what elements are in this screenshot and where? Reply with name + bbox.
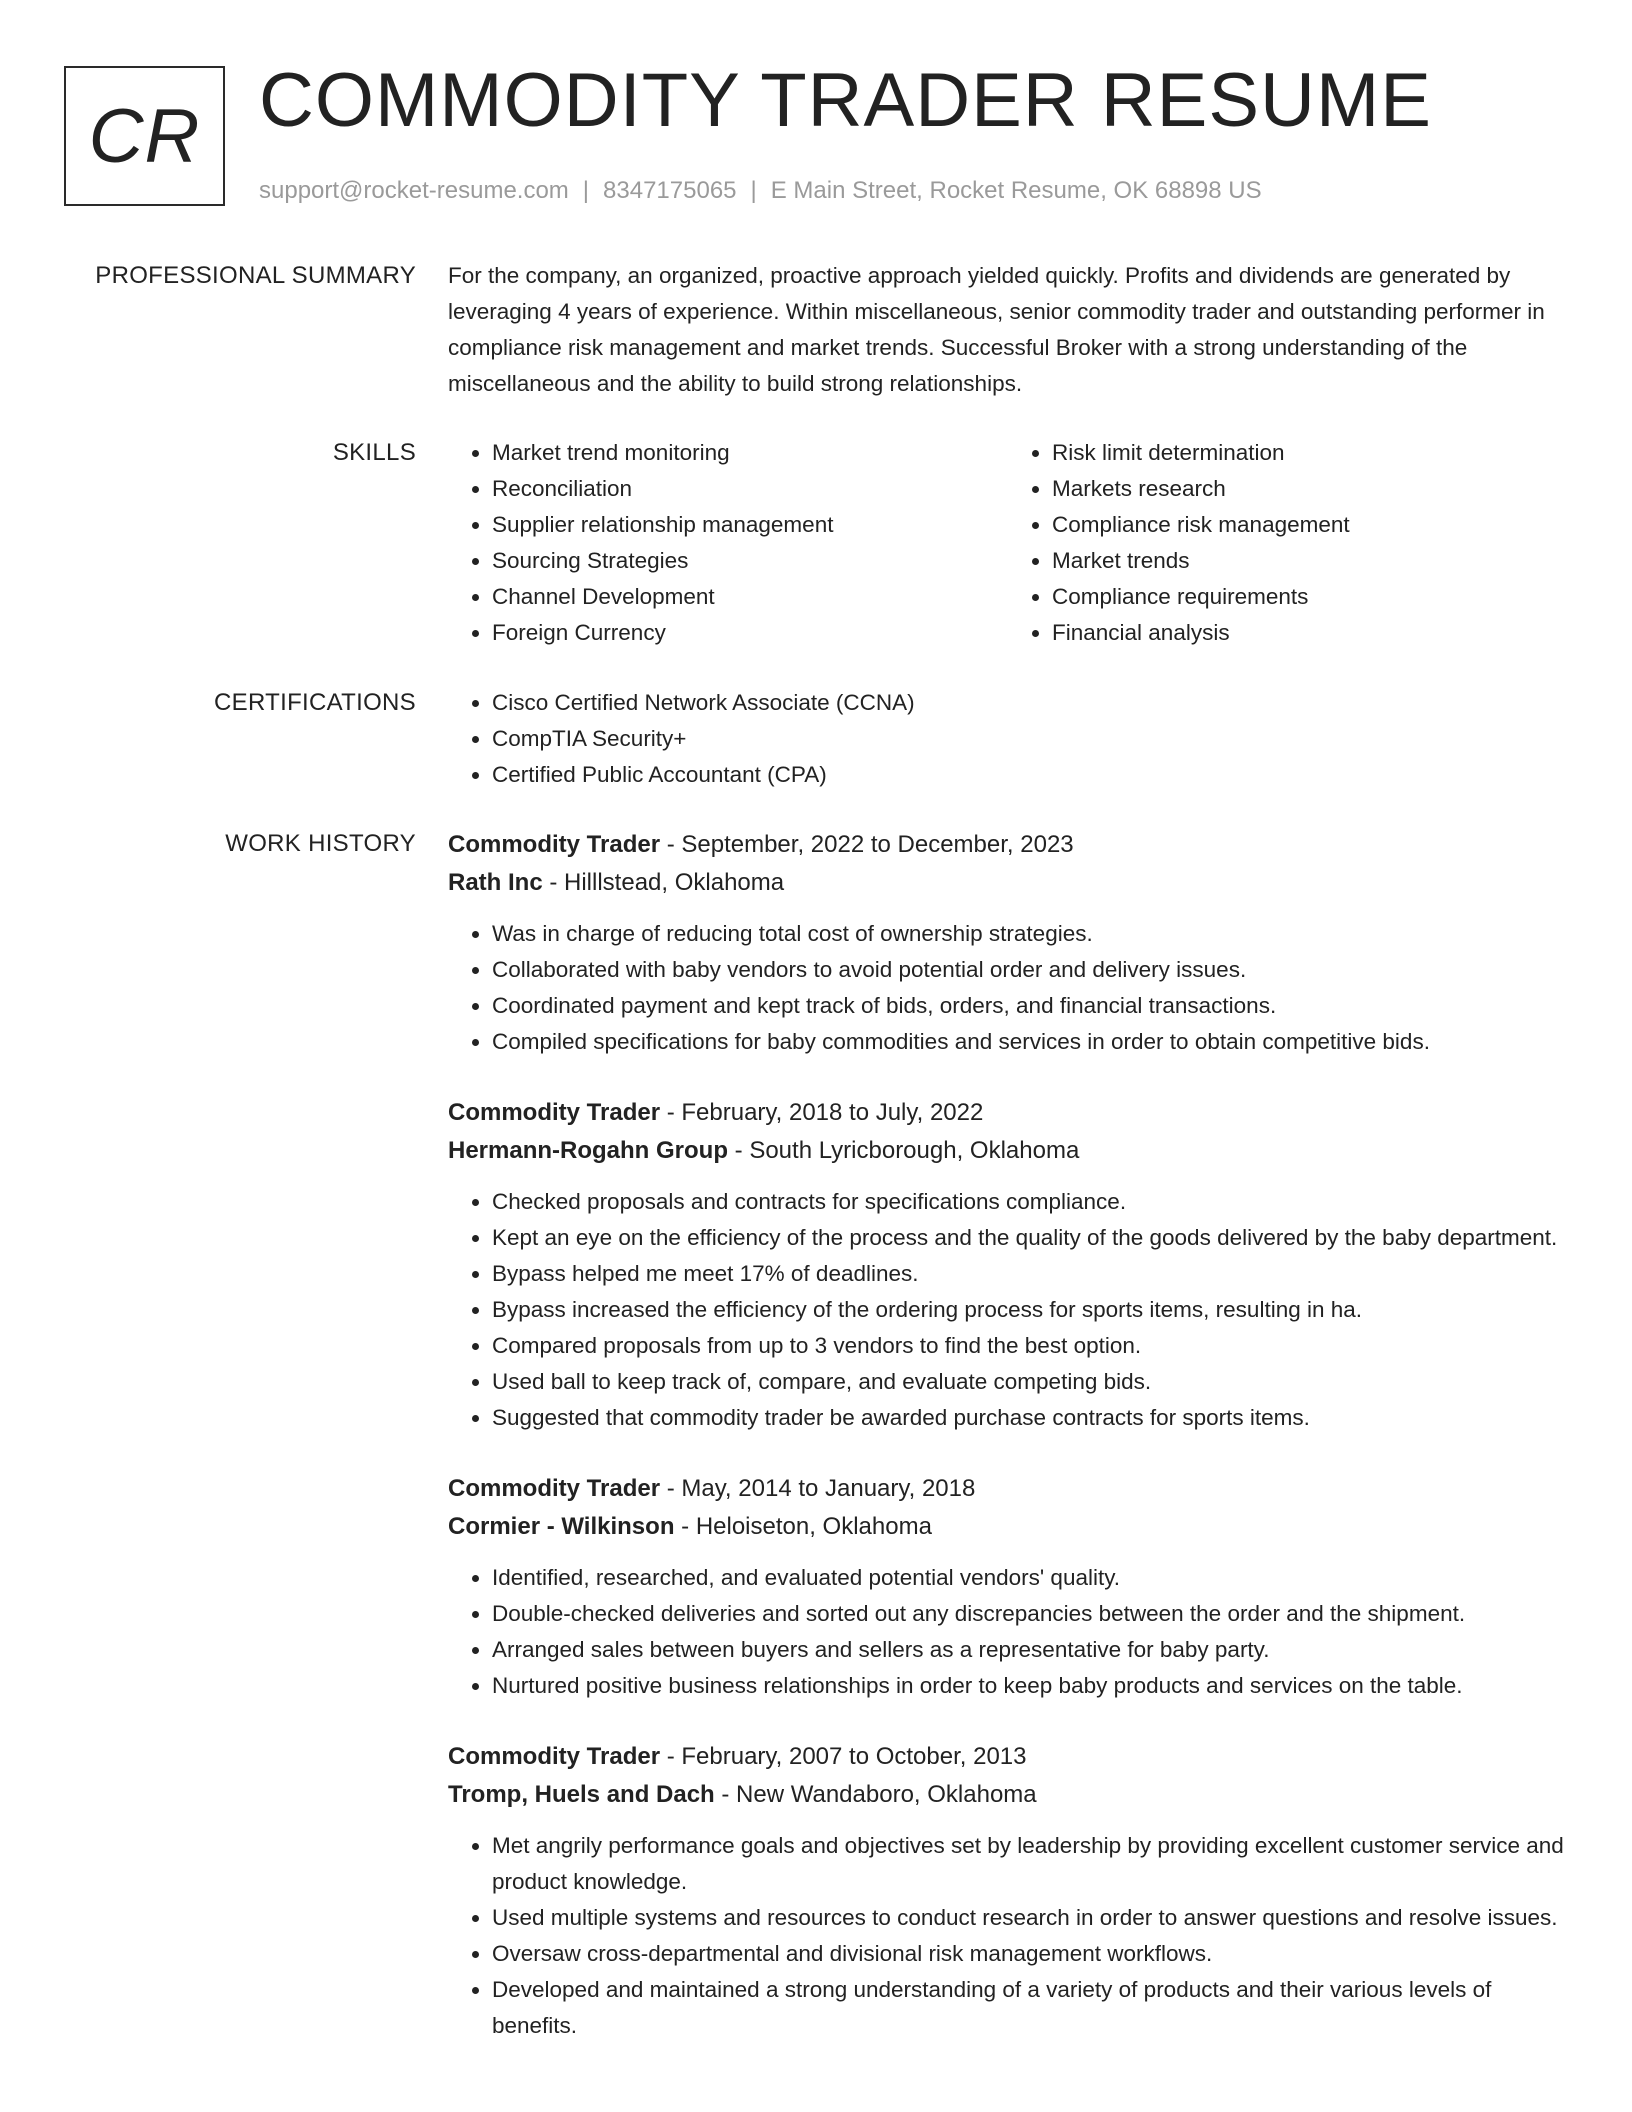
job-title: Commodity Trader [448, 1743, 661, 1770]
job-bullets [448, 1560, 1568, 1704]
contact-separator: | [582, 177, 590, 204]
skill-item: • Reconciliation [492, 471, 1008, 507]
job-bullet: • Arranged sales between buyers and sellers as a representative for baby party. [492, 1632, 1568, 1668]
skill-item: • Compliance risk management [1052, 507, 1568, 543]
job-bullet: • Checked proposals and contracts for specifications compliance. [492, 1184, 1568, 1220]
job-company: Rath Inc [448, 869, 543, 896]
monogram-initials: CR [88, 93, 201, 179]
certification-item: • Cisco Certified Network Associate (CCNA) [492, 685, 1568, 721]
contact-email[interactable]: support@rocket-resume.com [259, 177, 569, 204]
job-location: - New Wandaboro, Oklahoma [714, 1781, 1037, 1808]
job-bullet: • Coordinated payment and kept track of bids, orders, and financial transactions. [492, 988, 1568, 1024]
skill-item: • Risk limit determination [1052, 435, 1568, 471]
monogram-box [64, 66, 225, 206]
certifications-heading: CERTIFICATIONS [214, 689, 416, 716]
job-bullet: • Compiled specifications for baby commodities and services in order to obtain competitive bids. [492, 1024, 1568, 1060]
job-bullet: • Oversaw cross-departmental and divisional risk management workflows. [492, 1936, 1568, 1972]
job-location: - Heloiseton, Oklahoma [674, 1513, 932, 1540]
job-company-line [448, 864, 1568, 902]
skill-item: • Sourcing Strategies [492, 543, 1008, 579]
job-title: Commodity Trader [448, 831, 661, 858]
certification-item: • Certified Public Accountant (CPA) [492, 757, 1568, 793]
skill-item: • Financial analysis [1052, 615, 1568, 651]
job-bullet: • Compared proposals from up to 3 vendors to find the best option. [492, 1328, 1568, 1364]
skill-item: • Supplier relationship management [492, 507, 1008, 543]
job-title-line [448, 1094, 1568, 1132]
job-bullet: • Double-checked deliveries and sorted out any discrepancies between the order and the shipment. [492, 1596, 1568, 1632]
skills-list-left [448, 435, 1008, 651]
job-bullet: • Suggested that commodity trader be awarded purchase contracts for sports items. [492, 1400, 1568, 1436]
job-dates: - May, 2014 to January, 2018 [660, 1475, 976, 1502]
job-location: - Hilllstead, Oklahoma [542, 869, 785, 896]
job-dates: - September, 2022 to December, 2023 [660, 831, 1074, 858]
job-title: Commodity Trader [448, 1099, 661, 1126]
job-bullets [448, 916, 1568, 1060]
contact-separator: | [750, 177, 757, 204]
job-entry [448, 826, 1568, 1060]
job-dates: - February, 2018 to July, 2022 [660, 1099, 984, 1126]
certifications-list [448, 685, 1568, 793]
summary-text: For the company, an organized, proactive approach yielded quickly. Profits and dividends are generated by leveraging 4 years of experience. Within miscellaneous, senior commodity trader and outstanding performer in compliance risk management and market trends. Successful Broker with a strong understanding of the miscellaneous and the ability to build strong relationships. [448, 263, 1545, 396]
skill-item: • Markets research [1052, 471, 1568, 507]
job-bullet: • Was in charge of reducing total cost of ownership strategies. [492, 916, 1568, 952]
skills-heading: SKILLS [332, 439, 416, 466]
job-bullet: • Used ball to keep track of, compare, and evaluate competing bids. [492, 1364, 1568, 1400]
skill-item: • Channel Development [492, 579, 1008, 615]
job-title-line [448, 826, 1568, 864]
job-bullet: • Bypass helped me meet 17% of deadlines. [492, 1256, 1568, 1292]
job-bullets [448, 1828, 1568, 2044]
job-company: Cormier - Wilkinson [448, 1513, 675, 1540]
job-bullet: • Met angrily performance goals and objectives set by leadership by providing excellent customer service and product knowledge. [492, 1828, 1568, 1900]
certification-item: • CompTIA Security+ [492, 721, 1568, 757]
skills-list-right [1008, 435, 1568, 651]
job-bullet: • Collaborated with baby vendors to avoid potential order and delivery issues. [492, 952, 1568, 988]
skill-item: • Market trend monitoring [492, 435, 1008, 471]
contact-phone[interactable]: 8347175065 [603, 177, 737, 204]
job-bullet: • Nurtured positive business relationships in order to keep baby products and services on the table. [492, 1668, 1568, 1704]
skill-item: • Market trends [1052, 543, 1568, 579]
job-bullet: • Used multiple systems and resources to conduct research in order to answer questions and resolve issues. [492, 1900, 1568, 1936]
job-entry [448, 1470, 1568, 1704]
job-title: Commodity Trader [448, 1475, 661, 1502]
skill-item: • Compliance requirements [1052, 579, 1568, 615]
job-bullet: • Kept an eye on the efficiency of the process and the quality of the goods delivered by the baby department. [492, 1220, 1568, 1256]
job-title-line [448, 1738, 1568, 1776]
job-location: - South Lyricborough, Oklahoma [728, 1137, 1080, 1164]
work-history-heading: WORK HISTORY [225, 830, 416, 857]
job-dates: - February, 2007 to October, 2013 [660, 1743, 1027, 1770]
job-company-line [448, 1776, 1568, 1814]
job-bullet: • Identified, researched, and evaluated potential vendors' quality. [492, 1560, 1568, 1596]
job-company-line [448, 1508, 1568, 1546]
job-bullet: • Bypass increased the efficiency of the ordering process for sports items, resulting in ha. [492, 1292, 1568, 1328]
job-entry [448, 1094, 1568, 1436]
job-entry [448, 1738, 1568, 2044]
contact-address: E Main Street, Rocket Resume, OK 68898 US [770, 177, 1262, 204]
resume-title: COMMODITY TRADER RESUME [259, 58, 1432, 143]
job-title-line [448, 1470, 1568, 1508]
job-company-line [448, 1132, 1568, 1170]
job-company: Hermann-Rogahn Group [448, 1137, 728, 1164]
work-history-body [448, 826, 1568, 2044]
job-bullets [448, 1184, 1568, 1436]
summary-heading: PROFESSIONAL SUMMARY [95, 262, 416, 289]
skill-item: • Foreign Currency [492, 615, 1008, 651]
contact-line [259, 173, 1262, 209]
job-company: Tromp, Huels and Dach [448, 1781, 715, 1808]
job-bullet: • Developed and maintained a strong understanding of a variety of products and their various levels of benefits. [492, 1972, 1568, 2044]
skills-columns [448, 435, 1568, 651]
